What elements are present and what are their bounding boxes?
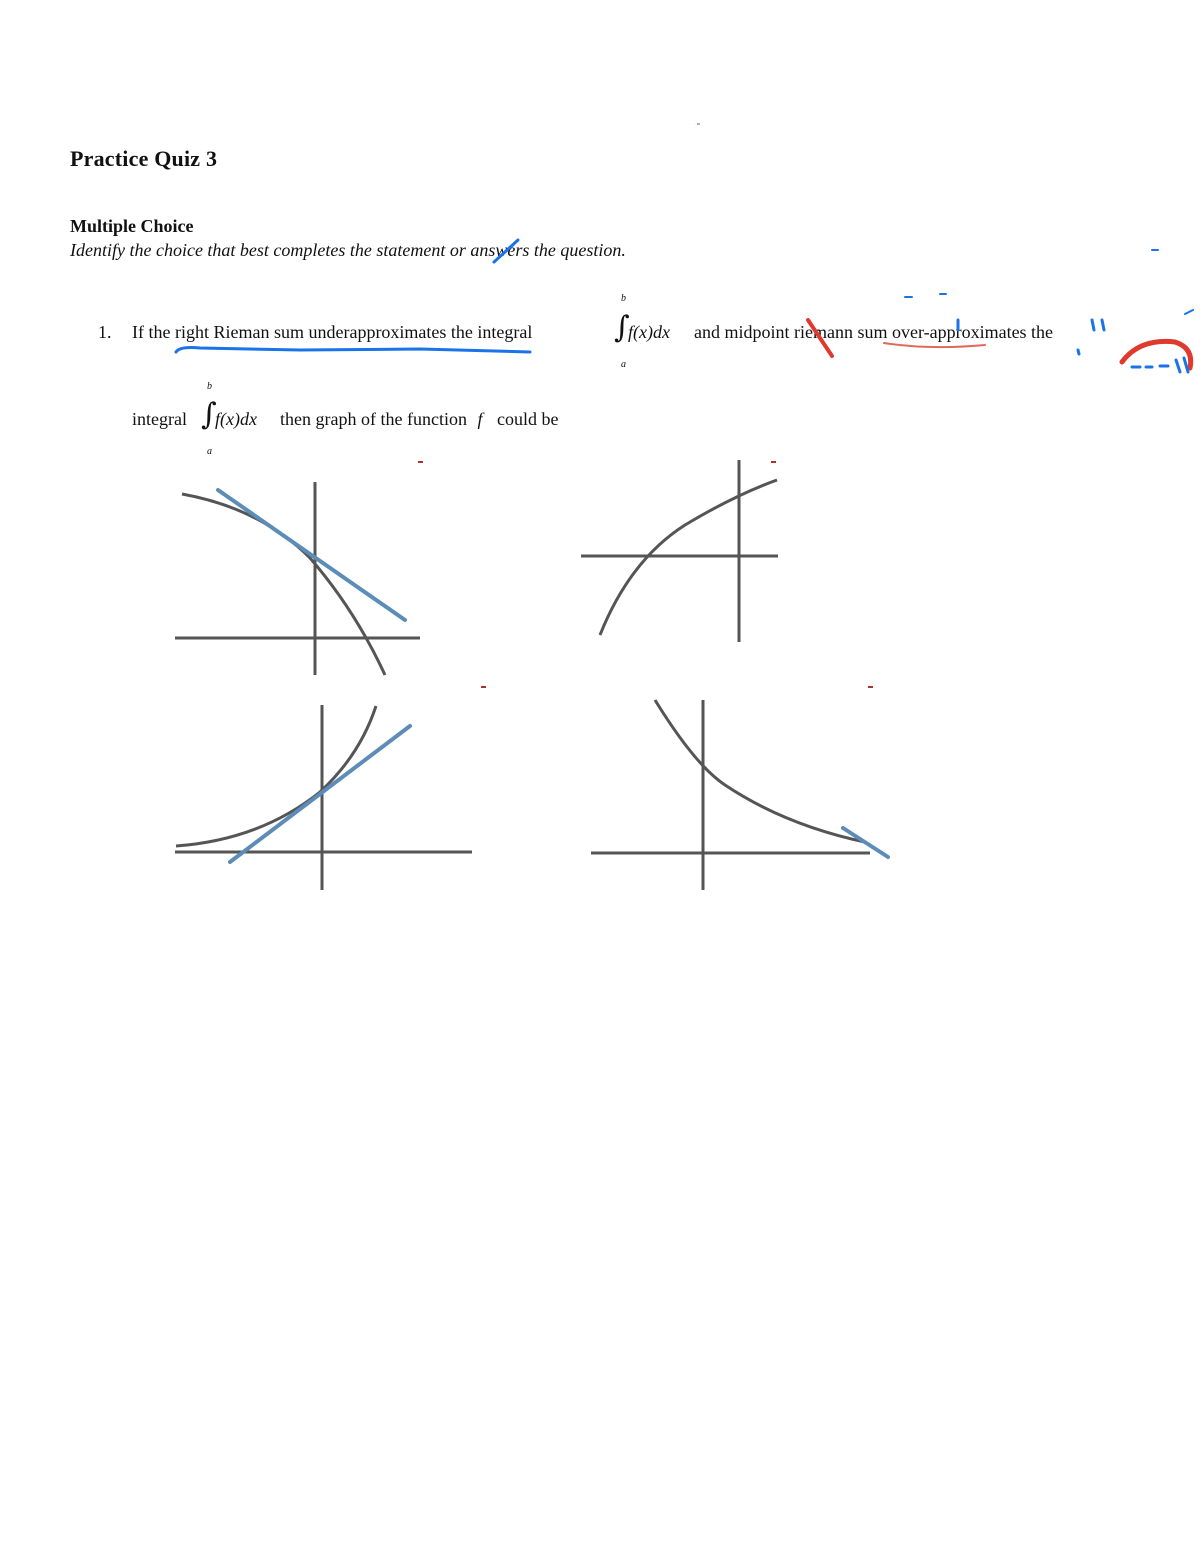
graph-d-curve <box>655 700 865 842</box>
function-symbol: f <box>477 409 483 429</box>
question-text-part1: If the right Rieman sum underapproximates the integral <box>132 322 533 342</box>
blue-dash-annotation-2 <box>1152 250 1193 314</box>
question-line-1 <box>132 322 532 343</box>
integral-lower-limit: a <box>621 359 626 370</box>
red-underline-annotation <box>884 343 985 347</box>
blue-mark-annotation-2 <box>1092 320 1104 330</box>
integral-lower-limit-2: a <box>207 446 212 457</box>
question-text-part4 <box>280 409 558 430</box>
section-heading: Multiple Choice <box>70 216 194 236</box>
integral-expression: f(x)dx <box>628 322 670 342</box>
blue-dashes-annotation <box>1132 358 1188 372</box>
blue-underline-annotation <box>176 348 530 353</box>
blue-dash-annotation-1 <box>905 294 946 297</box>
graph-a-tangent-annotation <box>218 490 405 620</box>
graph-b[interactable] <box>575 455 785 650</box>
integral-expression-2: f(x)dx <box>215 409 257 429</box>
graph-d[interactable] <box>585 695 895 895</box>
integral-upper-limit-2: b <box>207 381 212 392</box>
page-title: Practice Quiz 3 <box>70 146 218 171</box>
question-text-part3: integral <box>132 409 187 429</box>
integral-sign-icon-2: ∫ <box>201 397 217 432</box>
graph-c[interactable] <box>170 700 480 895</box>
graph-a[interactable] <box>170 470 430 680</box>
question-text-part2: and midpoint riemann sum over-approximates the <box>694 322 1054 342</box>
instructions-text: Identify the choice that best completes the statement or answers the question. <box>70 240 626 260</box>
blue-dot-annotation <box>1078 350 1079 354</box>
question-number: 1. <box>98 322 112 342</box>
integral-sign-icon: ∫ <box>614 310 630 345</box>
red-arc-annotation <box>1122 341 1191 368</box>
question-text-then: then graph of the function <box>280 409 467 429</box>
graph-c-tangent-annotation <box>230 726 410 862</box>
integral-upper-limit: b <box>621 293 626 304</box>
question-text-end: could be <box>496 409 559 429</box>
